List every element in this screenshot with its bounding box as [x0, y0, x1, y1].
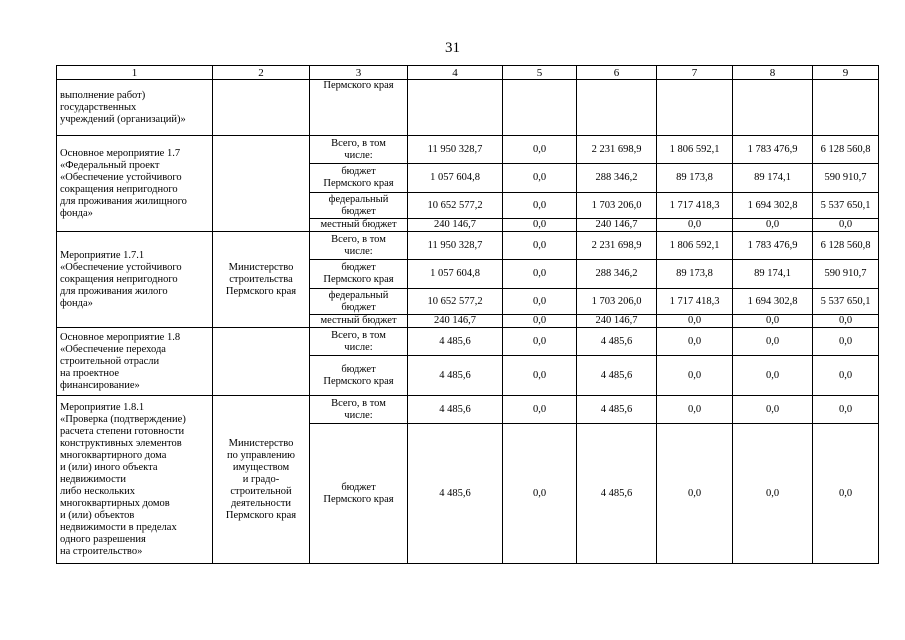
amount-cell: 0,0	[813, 328, 879, 356]
amount-cell: 11 950 328,7	[408, 136, 503, 164]
amount-cell: 4 485,6	[408, 396, 503, 424]
funding-source: местный бюджет	[310, 315, 408, 328]
amount-cell: 240 146,7	[408, 315, 503, 328]
amount-cell: 0,0	[503, 356, 577, 396]
amount-cell: 4 485,6	[408, 356, 503, 396]
amount-cell: 5 537 650,1	[813, 289, 879, 315]
funding-source: бюджет Пермского края	[310, 164, 408, 193]
amount-cell: 1 057 604,8	[408, 260, 503, 289]
amount-cell	[503, 80, 577, 136]
amount-cell: 0,0	[503, 315, 577, 328]
amount-cell: 89 173,8	[657, 164, 733, 193]
executor-name	[213, 328, 310, 396]
amount-cell: 590 910,7	[813, 260, 879, 289]
funding-source: Пермского края	[310, 80, 408, 136]
amount-cell	[813, 80, 879, 136]
amount-cell: 11 950 328,7	[408, 232, 503, 260]
column-number: 3	[310, 66, 408, 80]
amount-cell: 0,0	[733, 219, 813, 232]
table-row	[57, 328, 879, 356]
amount-cell: 0,0	[503, 289, 577, 315]
amount-cell: 0,0	[733, 424, 813, 564]
amount-cell: 0,0	[503, 328, 577, 356]
column-number: 6	[577, 66, 657, 80]
amount-cell: 0,0	[813, 315, 879, 328]
amount-cell: 240 146,7	[577, 315, 657, 328]
amount-cell: 240 146,7	[408, 219, 503, 232]
table-row	[57, 80, 879, 136]
amount-cell: 0,0	[657, 356, 733, 396]
amount-cell	[577, 80, 657, 136]
task-name: Основное мероприятие 1.7 «Федеральный проект «Обеспечение устойчивого сокращения непригодного для проживания жилищного фонда»	[57, 136, 213, 232]
amount-cell: 1 717 418,3	[657, 289, 733, 315]
column-number-row	[57, 66, 879, 80]
funding-source: Всего, в том числе:	[310, 136, 408, 164]
amount-cell: 288 346,2	[577, 260, 657, 289]
funding-source: федеральный бюджет	[310, 193, 408, 219]
funding-source: бюджет Пермского края	[310, 424, 408, 564]
amount-cell: 0,0	[813, 356, 879, 396]
amount-cell: 89 174,1	[733, 260, 813, 289]
amount-cell: 4 485,6	[408, 328, 503, 356]
amount-cell: 1 806 592,1	[657, 232, 733, 260]
amount-cell: 1 783 476,9	[733, 136, 813, 164]
amount-cell: 1 694 302,8	[733, 193, 813, 219]
amount-cell: 0,0	[503, 193, 577, 219]
table-row	[57, 232, 879, 260]
funding-source: бюджет Пермского края	[310, 260, 408, 289]
funding-source: бюджет Пермского края	[310, 356, 408, 396]
amount-cell: 0,0	[813, 219, 879, 232]
amount-cell: 0,0	[813, 424, 879, 564]
amount-cell: 4 485,6	[408, 424, 503, 564]
amount-cell: 6 128 560,8	[813, 136, 879, 164]
amount-cell	[733, 80, 813, 136]
executor-name	[213, 80, 310, 136]
amount-cell: 1 703 206,0	[577, 193, 657, 219]
amount-cell	[657, 80, 733, 136]
amount-cell: 10 652 577,2	[408, 289, 503, 315]
amount-cell: 1 783 476,9	[733, 232, 813, 260]
task-name: Мероприятие 1.8.1 «Проверка (подтверждение) расчета степени готовности конструктивных элементов многоквартирного дома и (или) иного объекта недвижимости либо нескольких многоквартирных домов и (или) объектов недвижимости в пределах одного разрешения на строительство»	[57, 396, 213, 564]
amount-cell	[408, 80, 503, 136]
page-number: 31	[445, 40, 460, 56]
amount-cell: 0,0	[733, 356, 813, 396]
amount-cell: 5 537 650,1	[813, 193, 879, 219]
column-number: 5	[503, 66, 577, 80]
amount-cell: 0,0	[503, 219, 577, 232]
amount-cell: 10 652 577,2	[408, 193, 503, 219]
table-row	[57, 396, 879, 424]
amount-cell: 2 231 698,9	[577, 136, 657, 164]
task-name: выполнение работ) государственных учреждений (организаций)»	[57, 80, 213, 136]
task-name: Основное мероприятие 1.8 «Обеспечение перехода строительной отрасли на проектное финансирование»	[57, 328, 213, 396]
funding-source: федеральный бюджет	[310, 289, 408, 315]
amount-cell: 0,0	[503, 164, 577, 193]
amount-cell: 0,0	[657, 424, 733, 564]
amount-cell: 4 485,6	[577, 424, 657, 564]
amount-cell: 6 128 560,8	[813, 232, 879, 260]
task-name: Мероприятие 1.7.1 «Обеспечение устойчивого сокращения непригодного для проживания жилого фонда»	[57, 232, 213, 328]
executor-name	[213, 136, 310, 232]
amount-cell: 4 485,6	[577, 396, 657, 424]
amount-cell: 0,0	[503, 136, 577, 164]
amount-cell: 1 717 418,3	[657, 193, 733, 219]
amount-cell: 1 806 592,1	[657, 136, 733, 164]
amount-cell: 0,0	[657, 396, 733, 424]
funding-source: Всего, в том числе:	[310, 232, 408, 260]
amount-cell: 0,0	[503, 396, 577, 424]
amount-cell: 0,0	[733, 315, 813, 328]
amount-cell: 0,0	[733, 328, 813, 356]
amount-cell: 4 485,6	[577, 356, 657, 396]
amount-cell: 0,0	[503, 232, 577, 260]
budget-table	[56, 65, 879, 564]
amount-cell: 0,0	[657, 328, 733, 356]
executor-name: Министерство строительства Пермского края	[213, 232, 310, 328]
funding-source: Всего, в том числе:	[310, 396, 408, 424]
column-number: 4	[408, 66, 503, 80]
executor-name: Министерство по управлению имуществом и градо- строительной деятельности Пермского края	[213, 396, 310, 564]
column-number: 8	[733, 66, 813, 80]
amount-cell: 590 910,7	[813, 164, 879, 193]
amount-cell: 0,0	[813, 396, 879, 424]
table-row	[57, 136, 879, 164]
column-number: 9	[813, 66, 879, 80]
amount-cell: 240 146,7	[577, 219, 657, 232]
amount-cell: 1 694 302,8	[733, 289, 813, 315]
column-number: 2	[213, 66, 310, 80]
amount-cell: 4 485,6	[577, 328, 657, 356]
amount-cell: 288 346,2	[577, 164, 657, 193]
amount-cell: 0,0	[657, 315, 733, 328]
amount-cell: 2 231 698,9	[577, 232, 657, 260]
amount-cell: 0,0	[733, 396, 813, 424]
column-number: 7	[657, 66, 733, 80]
amount-cell: 0,0	[657, 219, 733, 232]
funding-source: Всего, в том числе:	[310, 328, 408, 356]
amount-cell: 1 057 604,8	[408, 164, 503, 193]
funding-source: местный бюджет	[310, 219, 408, 232]
amount-cell: 89 173,8	[657, 260, 733, 289]
amount-cell: 89 174,1	[733, 164, 813, 193]
amount-cell: 1 703 206,0	[577, 289, 657, 315]
column-number: 1	[57, 66, 213, 80]
amount-cell: 0,0	[503, 260, 577, 289]
amount-cell: 0,0	[503, 424, 577, 564]
